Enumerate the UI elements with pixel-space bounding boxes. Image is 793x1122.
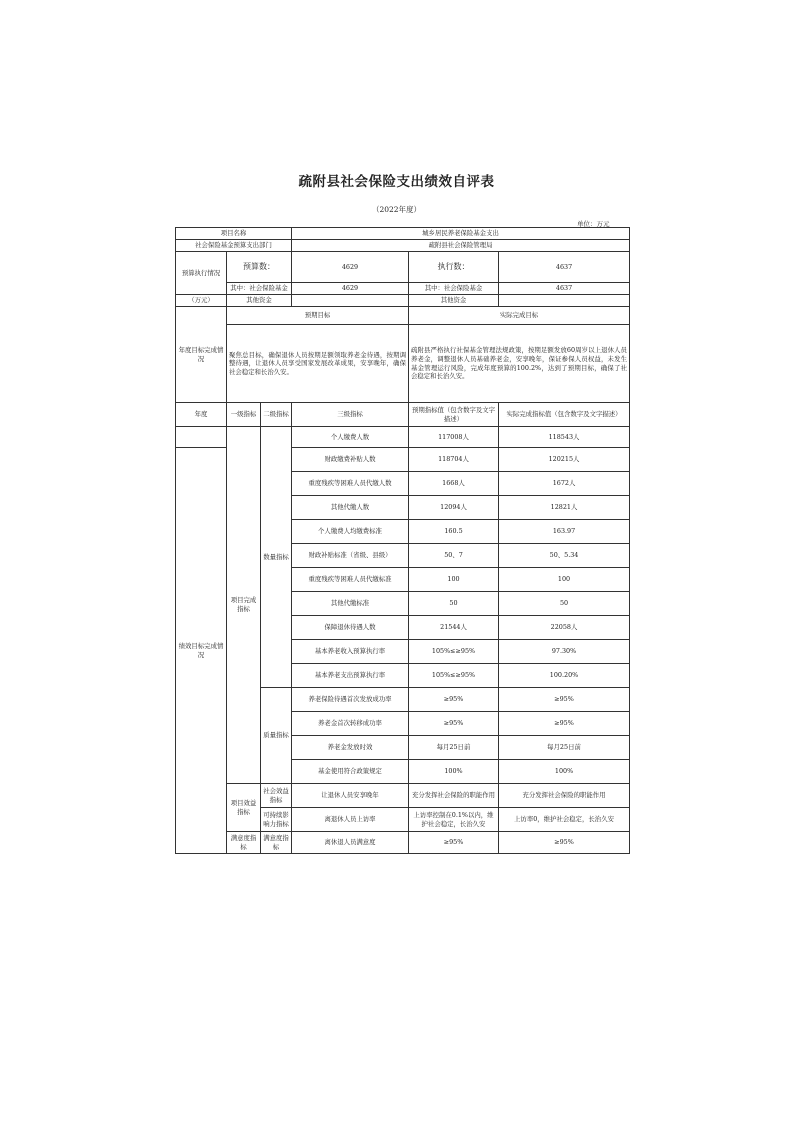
budget-label: 预算数： [227,252,292,283]
table-row [176,427,630,448]
actual-goal-text: 疏附县严格执行社保基金管理法规政策，按期足额发放60周岁以上退休人员养老金，调整退休人员基础养老金，安享晚年，保证参保人员权益，未发生基金管理运行风险，完成年度预算的100.2%，达到了预期目标，确保了社会稳定和长治久安。 [409,325,630,403]
indicator-actual: 118543人 [499,427,630,448]
row-budget-fund [176,283,630,295]
indicator-name: 其他代缴标准 [292,592,409,616]
indicator-actual: 50 [499,592,630,616]
exec-label: 执行数： [409,252,499,283]
indicator-planned: 160.5 [409,520,499,544]
indicator-actual: 163.97 [499,520,630,544]
row-budget-other [176,295,630,307]
quantity-label: 数量指标 [261,427,292,688]
indicator-planned: 105%≤≥95% [409,640,499,664]
other-label: 其他资金 [227,295,292,307]
indicator-name: 基金使用符合政策规定 [292,760,409,784]
planned-goal-header: 预期目标 [227,307,409,325]
other-exec-value [499,295,630,307]
exec-value: 4637 [499,252,630,283]
indicator-name: 财政补贴标准（省级、县级） [292,544,409,568]
indicator-actual: ≥95% [499,712,630,736]
perf-section-label: 绩效目标完成情况 [176,448,227,854]
indicator-planned: ≥95% [409,688,499,712]
fund-exec-label: 其中：社会保险基金 [409,283,499,295]
col-level1: 一级指标 [227,403,261,427]
indicator-planned: 100% [409,760,499,784]
row-annual-text [176,325,630,403]
indicator-actual: 120215人 [499,448,630,472]
col-year: 年度 [176,403,227,427]
indicator-name: 让退休人员安享晚年 [292,784,409,808]
project-completion-label: 项目完成指标 [227,427,261,784]
indicator-name: 重度残疾等困难人员代缴人数 [292,472,409,496]
satisfaction-level1-label: 满意度指标 [227,832,261,854]
indicator-name: 个人缴费人数 [292,427,409,448]
quality-label: 质量指标 [261,688,292,784]
indicator-planned: 12094人 [409,496,499,520]
table-row [176,832,630,854]
indicator-actual: 每月25日前 [499,736,630,760]
indicator-actual: 1672人 [499,472,630,496]
indicator-name: 重度残疾等困难人员代缴标准 [292,568,409,592]
indicator-name: 离退休人员上访率 [292,808,409,832]
dept-label: 社会保险基金预算支出部门 [176,240,292,252]
satisfaction-level2-label: 满意度指标 [261,832,292,854]
indicator-name: 其他代缴人数 [292,496,409,520]
indicator-name: 财政缴费补贴人数 [292,448,409,472]
row-project-name [176,228,630,240]
table-row [176,784,630,808]
indicator-name: 基本养老支出预算执行率 [292,664,409,688]
indicator-actual: 100% [499,760,630,784]
indicator-planned: 上访率控制在0.1%以内，维护社会稳定，长治久安 [409,808,499,832]
sustainable-label: 可持续影响力指标 [261,808,292,832]
indicator-planned: ≥95% [409,832,499,854]
budget-value: 4629 [292,252,409,283]
indicator-name: 养老金首次转移成功率 [292,712,409,736]
indicator-actual: 50、5.34 [499,544,630,568]
col-actual: 实际完成指标值（包含数字及文字描述） [499,403,630,427]
row-annual-header [176,307,630,325]
other-budget-value [292,295,409,307]
indicator-planned: 21544人 [409,616,499,640]
budget-section-label: 预算执行情况 [176,252,227,295]
social-benefit-label: 社会效益指标 [261,784,292,808]
row-column-header [176,403,630,427]
dept-value: 疏附县社会保险管理局 [292,240,630,252]
fund-budget-value: 4629 [292,283,409,295]
project-name-value: 城乡居民养老保险基金支出 [292,228,630,240]
indicator-planned: 118704人 [409,448,499,472]
indicator-actual: 22058人 [499,616,630,640]
indicator-planned: ≥95% [409,712,499,736]
indicator-planned: 每月25日前 [409,736,499,760]
col-level2: 二级指标 [261,403,292,427]
indicator-actual: ≥95% [499,832,630,854]
indicator-planned: 100 [409,568,499,592]
indicator-name: 养老保险待遇首次发放成功率 [292,688,409,712]
actual-goal-header: 实际完成目标 [409,307,630,325]
indicator-name: 基本养老收入预算执行率 [292,640,409,664]
indicator-planned: 充分发挥社会保险的职能作用 [409,784,499,808]
indicator-planned: 117008人 [409,427,499,448]
col-planned: 预期指标值（包含数字及文字描述） [409,403,499,427]
indicator-planned: 105%≤≥95% [409,664,499,688]
indicator-actual: 充分发挥社会保险的职能作用 [499,784,630,808]
unit-label: 单位：万元 [577,220,610,228]
indicator-name: 保障退休待遇人数 [292,616,409,640]
row-budget [176,252,630,283]
indicator-actual: 100 [499,568,630,592]
page-title: 疏附县社会保险支出绩效自评表 [298,174,495,190]
indicator-name: 离休退人员满意度 [292,832,409,854]
col-level3: 三级指标 [292,403,409,427]
year-label: （2022年度） [371,205,422,214]
project-benefit-label: 项目效益指标 [227,784,261,832]
indicator-planned: 50 [409,592,499,616]
annual-section-label: 年度目标完成情况 [176,307,227,403]
indicator-name: 个人缴费人均缴费标准 [292,520,409,544]
indicator-planned: 50、7 [409,544,499,568]
indicator-name: 养老金发放时效 [292,736,409,760]
indicator-actual: 100.20% [499,664,630,688]
indicator-actual: 97.30% [499,640,630,664]
indicator-planned: 1668人 [409,472,499,496]
fund-exec-value: 4637 [499,283,630,295]
indicator-actual: ≥95% [499,688,630,712]
other-label-2: 其他资金 [409,295,499,307]
indicator-actual: 上访率0，维护社会稳定，长治久安 [499,808,630,832]
fund-label: 其中：社会保险基金 [227,283,292,295]
planned-goal-text: 聚焦总目标，确保退休人员按期足额领取养老金待遇，按期调整待遇，让退休人员享受国家发展改革成果，安享晚年，确保社会稳定和长治久安。 [227,325,409,403]
performance-table [175,227,630,854]
indicator-actual: 12821人 [499,496,630,520]
row-dept [176,240,630,252]
budget-unit-label: （万元） [176,295,227,307]
year-blank-cell [176,427,227,448]
project-name-label: 项目名称 [176,228,292,240]
